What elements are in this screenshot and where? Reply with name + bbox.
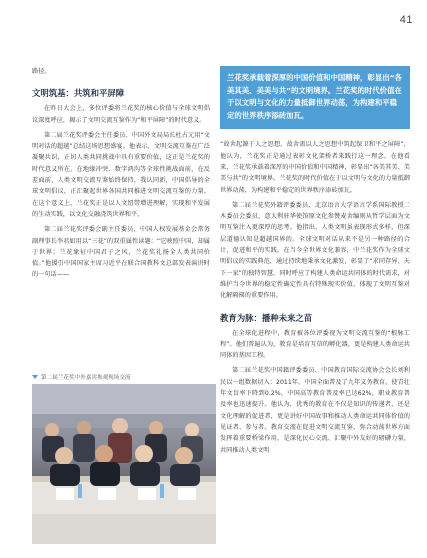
person-body	[90, 462, 120, 486]
person-head	[45, 423, 59, 437]
person-head	[149, 421, 163, 435]
person-head	[95, 445, 113, 463]
person-head	[55, 447, 73, 465]
person-head	[112, 418, 128, 434]
paragraph: 在全球化进程中，教育被各位评委视为文明交流互鉴的“根脉工程”。他们普遍认为，教育是培育互信的孵化器，更是构建人类命运共同体的基因工程。	[220, 329, 410, 360]
name-card	[56, 488, 74, 500]
person-head	[175, 447, 193, 465]
paragraph: 在昨日大会上，多位评委将兰花奖的核心价值与全球文明倡议深度呼应，揭示了文明交流互鉴作为“和平屏障”的时代意义。	[32, 105, 210, 124]
continuation-text: 路径。	[32, 68, 51, 75]
right-column	[220, 66, 410, 456]
paragraph: 第二届兰花奖中国籍评委委员、中国教育国际交流协会会长刘利民以一组数据切入：2011年，中国全面普及了九年义务教育，使青壮年文盲率下降到0.2%，中国高等教育普及率已达62%，职业教育普及率也迅速提升。他认为，优秀的教育在不仅是知识的传递者，还是文化理解的促进者，更是讲好中国故事和推动人类命运共同体价值的见证者、参与者。教育交流在促进文明交流互鉴、弥合动荡世界方面发挥着重要桥梁作用，是深化民心交流、汇聚中外友好的磅礴力量，共同推动人类文明	[220, 367, 410, 454]
person-body	[170, 464, 200, 486]
photo-caption	[32, 373, 131, 381]
water-bottle	[78, 484, 82, 498]
person-head	[135, 445, 153, 463]
person-body	[50, 464, 80, 486]
event-photo	[32, 384, 216, 544]
person-head	[77, 421, 91, 435]
water-bottle	[160, 484, 164, 498]
name-card	[178, 488, 196, 500]
person-head	[185, 423, 199, 437]
paragraph: 第二届兰花奖评委会副主任委员、中国人权发展基金会常务副理事长李君如用以“三花”的双重属性读题：“它映照中国，却属于世界；兰花象征中国君子之风，兰花奖礼扬全人类共同价值。”他援引中国国家主席习近平在联合国教科文总部发表演讲时的一句话——	[32, 226, 210, 279]
page-number: 41	[399, 14, 413, 26]
caption-marker-icon	[32, 375, 38, 379]
event-photo-illustration	[32, 384, 216, 544]
person-body	[73, 434, 95, 462]
name-card	[98, 488, 116, 500]
name-card	[138, 488, 156, 500]
section-heading-education: 教育为脉：播种未来之苗	[220, 312, 313, 323]
paragraph: 第二届兰花奖评委会主任委员、中国外文局局长杜占元用“文明对话的超越”总结这场思想盛宴。他表示，文明交流互鉴在广泛凝聚共识，正切人类共同挑战中具有重要价值，这正是兰花奖的时代意义所在。在地缘冲突、数字鸿沟等全球性挑战面前，在反差面前，人类文明交流互鉴始终保持，我认同新，中国倡导的全球文明倡议，正汇聚起世界各国共同推进文明交流互鉴的力量。在这个意义上，兰花奖正是以人文纽带增进理解，实现和平发展的生动实践，以文化交融浇筑世界和平。	[32, 131, 210, 218]
pull-quote: 兰花奖承载着深厚的中国价值和中国精神，彰显出“各美其美、美美与共”的文明境界。兰花奖的时代价值在于以文明与文化的力量抵御世界动荡，为构建和平稳定的世界秩序添砖加瓦。	[220, 66, 410, 129]
paragraph: “故舍起源于人之思想，故舍需以人之思想中筑起保卫和平之屏障”，他认为，兰花奖正是通过表彰文化架桥者来践行这一理念。在他看来，兰花奖承载着深厚的中国价值和中国精神，彰显出“各美其美、美美与共”的文明境界。兰花奖的时代价值在于以文明与文化的力量抵御世界动荡，为构建和平稳定的世界秩序添砖加瓦。	[220, 141, 410, 194]
section-heading-civilization: 文明筑基：共筑和平屏障	[32, 88, 125, 99]
person-body	[130, 462, 160, 486]
photo-foreground	[32, 514, 216, 544]
photo-caption-text: 第二届兰花奖中外嘉宾参观现场交流	[41, 375, 131, 381]
left-column	[32, 66, 210, 281]
paragraph: 第二届兰花奖外籍评委委员、北京语言大学语言学系国际教授二木委员会委员、意大利驻华使馆原文化参赞麦舍编则从哲学层面为文明互鉴注入更深厚的思考。他指出，人类文明虽表现形式多样，但深层道德认知是超越国界的。全球文明对话从来不是另一种路径的合计，促进和平的实践。在当今全世界文化兼容，中兰花奖作为全球文明倡议的实践典范，通过持续地秉承文化激发，彰显了“求同存异、天下一家”的独特智慧，同时呼应了构建人类命运共同体的时代需求，对维护当今世界的稳定性确定性具有特殊现实价值，体现了文明互鉴对化解隔阂的重要作用。	[220, 201, 410, 300]
